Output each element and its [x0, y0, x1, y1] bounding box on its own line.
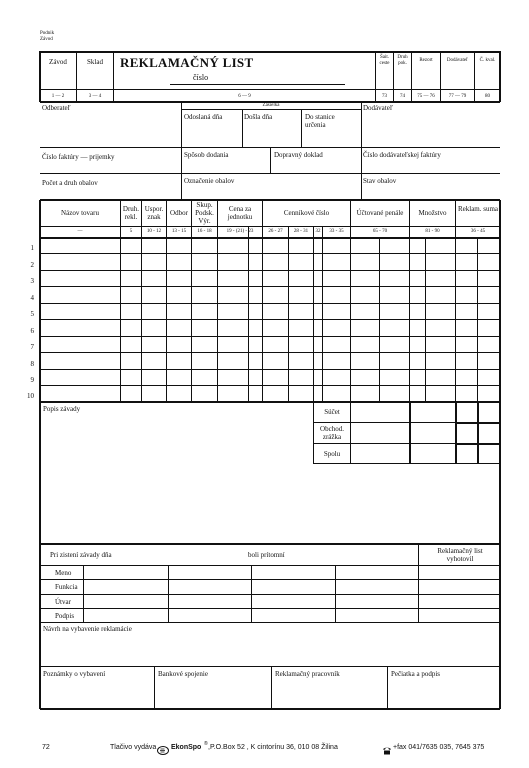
poznamky-label: Poznámky o vybavení: [43, 670, 106, 678]
skup-header: Skup. Podsk. Výr.: [195, 201, 214, 225]
num-19-23: 19 - (21) - 23: [226, 229, 254, 234]
num-65-70: 65 - 70: [372, 229, 388, 234]
meno-label: Meno: [55, 569, 72, 577]
obchod-zrazka-label: Obchod. zrážka: [320, 425, 344, 441]
num-81-90: 81 - 90: [425, 229, 440, 234]
cislo-dod-faktury-label: Číslo dodávateľskej faktúry: [363, 151, 441, 159]
cislo-faktury-label: Číslo faktúry — prijemky: [42, 153, 115, 161]
page-number: 72: [42, 744, 50, 751]
row-number: 9: [30, 376, 34, 384]
ekonspo-brand: EkonSpo: [171, 744, 202, 751]
dodavatel-label: Dodávateľ: [363, 104, 393, 112]
row-number: 3: [30, 277, 34, 285]
reklamacny-pracovnik-label: Reklamačný pracovník: [275, 670, 340, 678]
row-number: 6: [30, 327, 34, 335]
num-75-76: 75 — 76: [417, 94, 435, 99]
popis-zavady-label: Popis závady: [43, 405, 81, 413]
navrh-label: Návrh na vybavenie reklamácie: [43, 625, 132, 633]
row-number: 2: [30, 261, 34, 269]
rezort-header: Rezort: [419, 58, 433, 63]
footer-address: ,P.O.Box 52 , K cintorínu 36, 010 08 Žilina: [208, 744, 338, 751]
sposob-dodania-label: Spôsob dodania: [184, 151, 229, 159]
num-33-35: 33 - 35: [329, 229, 344, 234]
num-10-12: 10 - 12: [146, 229, 162, 234]
sait-header: Šait. ceste: [379, 55, 390, 66]
funkcia-label: Funkcia: [55, 583, 78, 591]
oznacenie-obalov-label: Označenie obalov: [184, 177, 235, 185]
boli-pritomni-label: boli prítomní: [248, 551, 285, 559]
cennik-header: Cenníkové číslo: [283, 209, 330, 217]
reklam-suma-header: Reklam. suma: [457, 205, 499, 213]
odoslana-label: Odoslaná dňa: [184, 113, 223, 121]
dodavatel-header: Dodávateľ: [446, 58, 469, 63]
dopravny-doklad-label: Dopravný doklad: [274, 151, 323, 159]
stav-obalov-label: Stav obalov: [363, 177, 397, 185]
num-6-9: 6 — 9: [238, 94, 251, 99]
podpis-label: Podpis: [55, 612, 75, 620]
podnik-label: Podnik: [40, 31, 55, 36]
num-36-45: 36 - 45: [470, 229, 486, 234]
cena-header: Cena za jednotku: [227, 205, 253, 221]
num-13-15: 13 - 15: [171, 229, 187, 234]
num-1-2: 1 — 2: [51, 94, 65, 99]
peciatka-label: Pečiatka a podpis: [391, 670, 440, 678]
row-number: 5: [30, 310, 34, 318]
row-number: 1: [30, 244, 34, 252]
pocet-obalov-label: Počet a druh obalov: [42, 179, 98, 187]
num-5: 5: [129, 229, 133, 234]
num-73: 73: [382, 94, 387, 99]
sklad-label: Sklad: [87, 58, 103, 66]
num-77-79: 77 — 79: [448, 94, 467, 99]
uctovane-header: Účtované penále: [356, 209, 404, 217]
nazov-tovaru-header: Názov tovaru: [61, 209, 99, 217]
num-74: 74: [400, 94, 405, 99]
fax-number: +fax 041/7635 035, 7645 375: [393, 744, 485, 751]
zasielka-label: Zásielka: [262, 103, 280, 108]
ekonspo-logo-icon: [157, 742, 169, 751]
utvar-label: Útvar: [55, 598, 71, 606]
pri-zisteni-label: Pri zistení závady dňa: [50, 551, 112, 559]
zavod-small-label: Závod: [40, 37, 53, 42]
num-16-18: 16 - 18: [197, 229, 212, 234]
sucet-label: Súčet: [324, 408, 340, 416]
spolu-label: Spolu: [323, 450, 341, 458]
num-32: 32: [315, 229, 321, 234]
row-number: 4: [30, 294, 34, 302]
mnozstvo-header: Množstvo: [418, 209, 447, 217]
row-number: 10: [27, 392, 34, 400]
num-28-31: 28 - 31: [293, 229, 309, 234]
cislo-label: číslo: [193, 73, 209, 82]
row-number: 7: [30, 343, 34, 351]
odberatel-label: Odberateľ: [42, 104, 71, 112]
registered-mark: ®: [204, 741, 208, 747]
num-dash: —: [77, 229, 83, 234]
num-26-27: 26 - 27: [268, 229, 283, 234]
druh-rekl-header: Druh. rekl.: [122, 205, 140, 221]
zavod-label: Závod: [49, 58, 67, 66]
bankove-spojenie-label: Bankové spojenie: [158, 670, 208, 678]
vyhotovil-label: Reklamačný list vyhotovil: [437, 547, 483, 563]
row-number: 8: [30, 360, 34, 368]
druh-pok-header: Druh pok.: [397, 55, 408, 66]
phone-icon: [382, 742, 392, 751]
dosla-label: Došla dňa: [244, 113, 273, 121]
tlacivo-vydava: Tlačivo vydáva: [110, 744, 157, 751]
form-title: REKLAMAČNÝ LIST: [120, 55, 254, 70]
num-3-4: 3 — 4: [88, 94, 102, 99]
odbor-header: Odbor: [170, 209, 188, 217]
ckval-header: Č. kval.: [479, 58, 496, 63]
do-stanice-label: Do stanice určenia: [305, 113, 335, 129]
uspor-znak-header: Uspor. znak: [144, 205, 164, 221]
num-80: 80: [485, 94, 490, 99]
